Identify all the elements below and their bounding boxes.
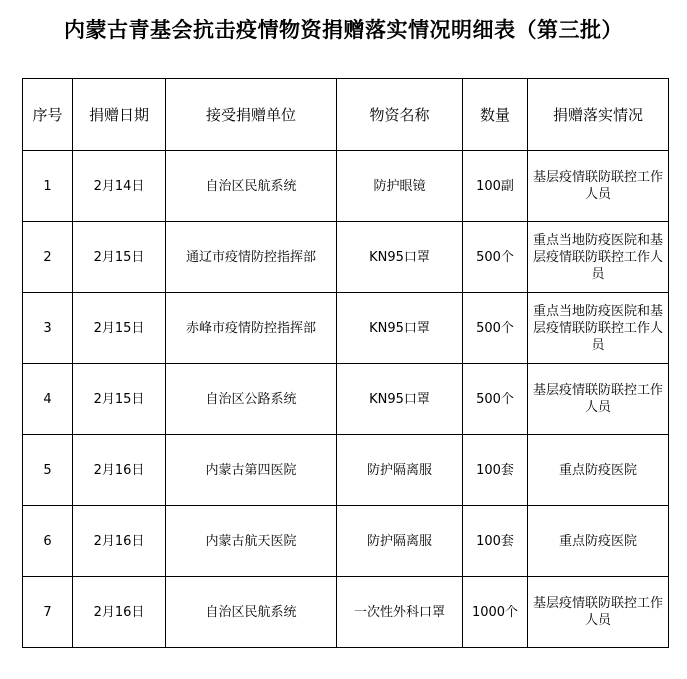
cell-no: 5 (23, 435, 73, 506)
cell-status: 重点当地防疫医院和基层疫情联防联控工作人员 (528, 222, 669, 293)
cell-recipient: 内蒙古航天医院 (166, 506, 337, 577)
cell-status: 基层疫情联防联控工作人员 (528, 577, 669, 648)
cell-status: 基层疫情联防联控工作人员 (528, 364, 669, 435)
cell-qty: 100副 (463, 151, 528, 222)
cell-date: 2月14日 (73, 151, 166, 222)
table-row (23, 222, 669, 293)
cell-status: 重点防疫医院 (528, 435, 669, 506)
cell-date: 2月16日 (73, 577, 166, 648)
cell-date: 2月15日 (73, 222, 166, 293)
cell-recipient: 自治区民航系统 (166, 151, 337, 222)
cell-qty: 500个 (463, 364, 528, 435)
cell-recipient: 通辽市疫情防控指挥部 (166, 222, 337, 293)
column-header-qty: 数量 (463, 79, 528, 151)
cell-item: 一次性外科口罩 (337, 577, 463, 648)
cell-qty: 100套 (463, 435, 528, 506)
cell-date: 2月15日 (73, 293, 166, 364)
cell-recipient: 内蒙古第四医院 (166, 435, 337, 506)
column-header-item: 物资名称 (337, 79, 463, 151)
cell-no: 1 (23, 151, 73, 222)
cell-date: 2月16日 (73, 506, 166, 577)
cell-qty: 500个 (463, 222, 528, 293)
cell-recipient: 赤峰市疫情防控指挥部 (166, 293, 337, 364)
cell-status: 基层疫情联防联控工作人员 (528, 151, 669, 222)
cell-no: 6 (23, 506, 73, 577)
table-row (23, 293, 669, 364)
table-row (23, 435, 669, 506)
cell-no: 7 (23, 577, 73, 648)
table-row (23, 506, 669, 577)
cell-no: 4 (23, 364, 73, 435)
cell-item: 防护隔离服 (337, 506, 463, 577)
cell-qty: 100套 (463, 506, 528, 577)
cell-qty: 500个 (463, 293, 528, 364)
donation-table (22, 78, 669, 648)
page-title: 内蒙古青基会抗击疫情物资捐赠落实情况明细表（第三批） (64, 17, 623, 42)
table-header-row (23, 79, 669, 151)
cell-item: KN95口罩 (337, 364, 463, 435)
cell-no: 2 (23, 222, 73, 293)
cell-item: KN95口罩 (337, 222, 463, 293)
table-row (23, 151, 669, 222)
cell-item: 防护隔离服 (337, 435, 463, 506)
cell-recipient: 自治区民航系统 (166, 577, 337, 648)
column-header-recipient: 接受捐赠单位 (166, 79, 337, 151)
cell-qty: 1000个 (463, 577, 528, 648)
cell-date: 2月15日 (73, 364, 166, 435)
cell-status: 重点当地防疫医院和基层疫情联防联控工作人员 (528, 293, 669, 364)
cell-status: 重点防疫医院 (528, 506, 669, 577)
cell-item: 防护眼镜 (337, 151, 463, 222)
cell-item: KN95口罩 (337, 293, 463, 364)
column-header-status: 捐赠落实情况 (528, 79, 669, 151)
column-header-date: 捐赠日期 (73, 79, 166, 151)
table-row (23, 577, 669, 648)
table-row (23, 364, 669, 435)
cell-no: 3 (23, 293, 73, 364)
column-header-no: 序号 (23, 79, 73, 151)
cell-recipient: 自治区公路系统 (166, 364, 337, 435)
cell-date: 2月16日 (73, 435, 166, 506)
